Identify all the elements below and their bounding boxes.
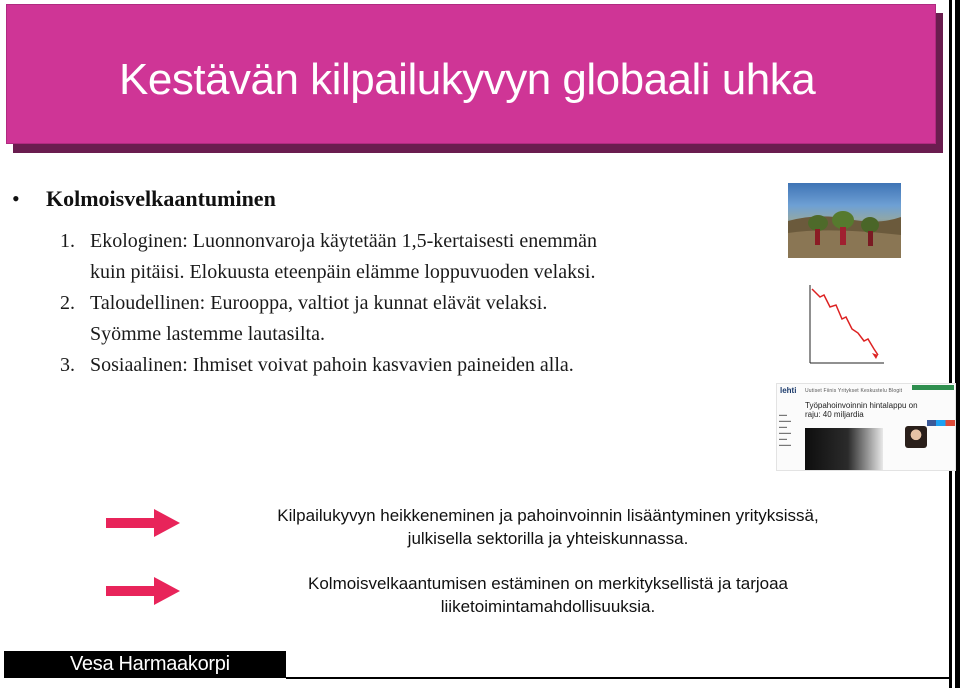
share-icons: [927, 420, 955, 426]
note-line: julkisella sektorilla ja yhteiskunnassa.: [407, 529, 689, 548]
title-bar: [6, 4, 936, 144]
footer-divider: [286, 677, 949, 679]
list-item: [60, 350, 597, 381]
arrow-right-icon: [106, 509, 180, 537]
news-headline: Työpahoinvoinnin hintalappu on raju: 40 miljardia: [805, 401, 918, 419]
numbered-list: [60, 226, 597, 381]
avatar: [905, 426, 927, 448]
item-line: Ekologinen: Luonnonvaroja käytetään 1,5-kertaisesti enemmän: [90, 230, 598, 252]
bullet-heading: Kolmoisvelkaantuminen: [46, 186, 276, 211]
news-thumbnail: [776, 383, 956, 471]
note-line: liiketoimintamahdollisuuksia.: [440, 597, 656, 616]
item-line: Taloudellinen: Eurooppa, valtiot ja kunnat elävät velaksi.: [90, 292, 548, 314]
note-text: [232, 572, 864, 618]
item-continuation: Syömme lastemme lautasilta.: [90, 323, 325, 345]
author-footer: Vesa Harmaakorpi: [4, 651, 286, 678]
note-text: [232, 504, 864, 550]
list-item: [60, 288, 597, 319]
item-continuation: kuin pitäisi. Elokuusta eteenpäin elämme loppuvuoden velaksi.: [90, 261, 596, 283]
item-number: 3.: [60, 354, 75, 376]
news-sidebar: ▬▬ ▬▬▬ ▬▬ ▬▬▬ ▬▬ ▬▬▬: [779, 412, 791, 447]
news-photo: [805, 428, 883, 470]
news-badge: [912, 385, 954, 390]
item-number: 2.: [60, 292, 75, 314]
arrow-right-icon: [106, 577, 180, 605]
news-logo: lehti: [780, 386, 797, 395]
note-line: Kilpailukyvyn heikkeneminen ja pahoinvoinnin lisääntyminen yrityksissä,: [277, 506, 819, 525]
list-item: [60, 226, 597, 257]
right-border: [949, 0, 960, 688]
bullet-dot: •: [12, 186, 20, 211]
photo-image: [788, 183, 901, 258]
item-line: Sosiaalinen: Ihmiset voivat pahoin kasvavien paineiden alla.: [90, 354, 574, 376]
item-number: 1.: [60, 230, 75, 252]
slide-title: Kestävän kilpailukyvyn globaali uhka: [119, 55, 816, 104]
news-nav: Uutiset Fiinis Yritykset Keskustelu Blogit: [805, 388, 903, 394]
note-line: Kolmoisvelkaantumisen estäminen on merkityksellistä ja tarjoaa: [308, 574, 788, 593]
declining-chart-icon: [806, 283, 886, 368]
